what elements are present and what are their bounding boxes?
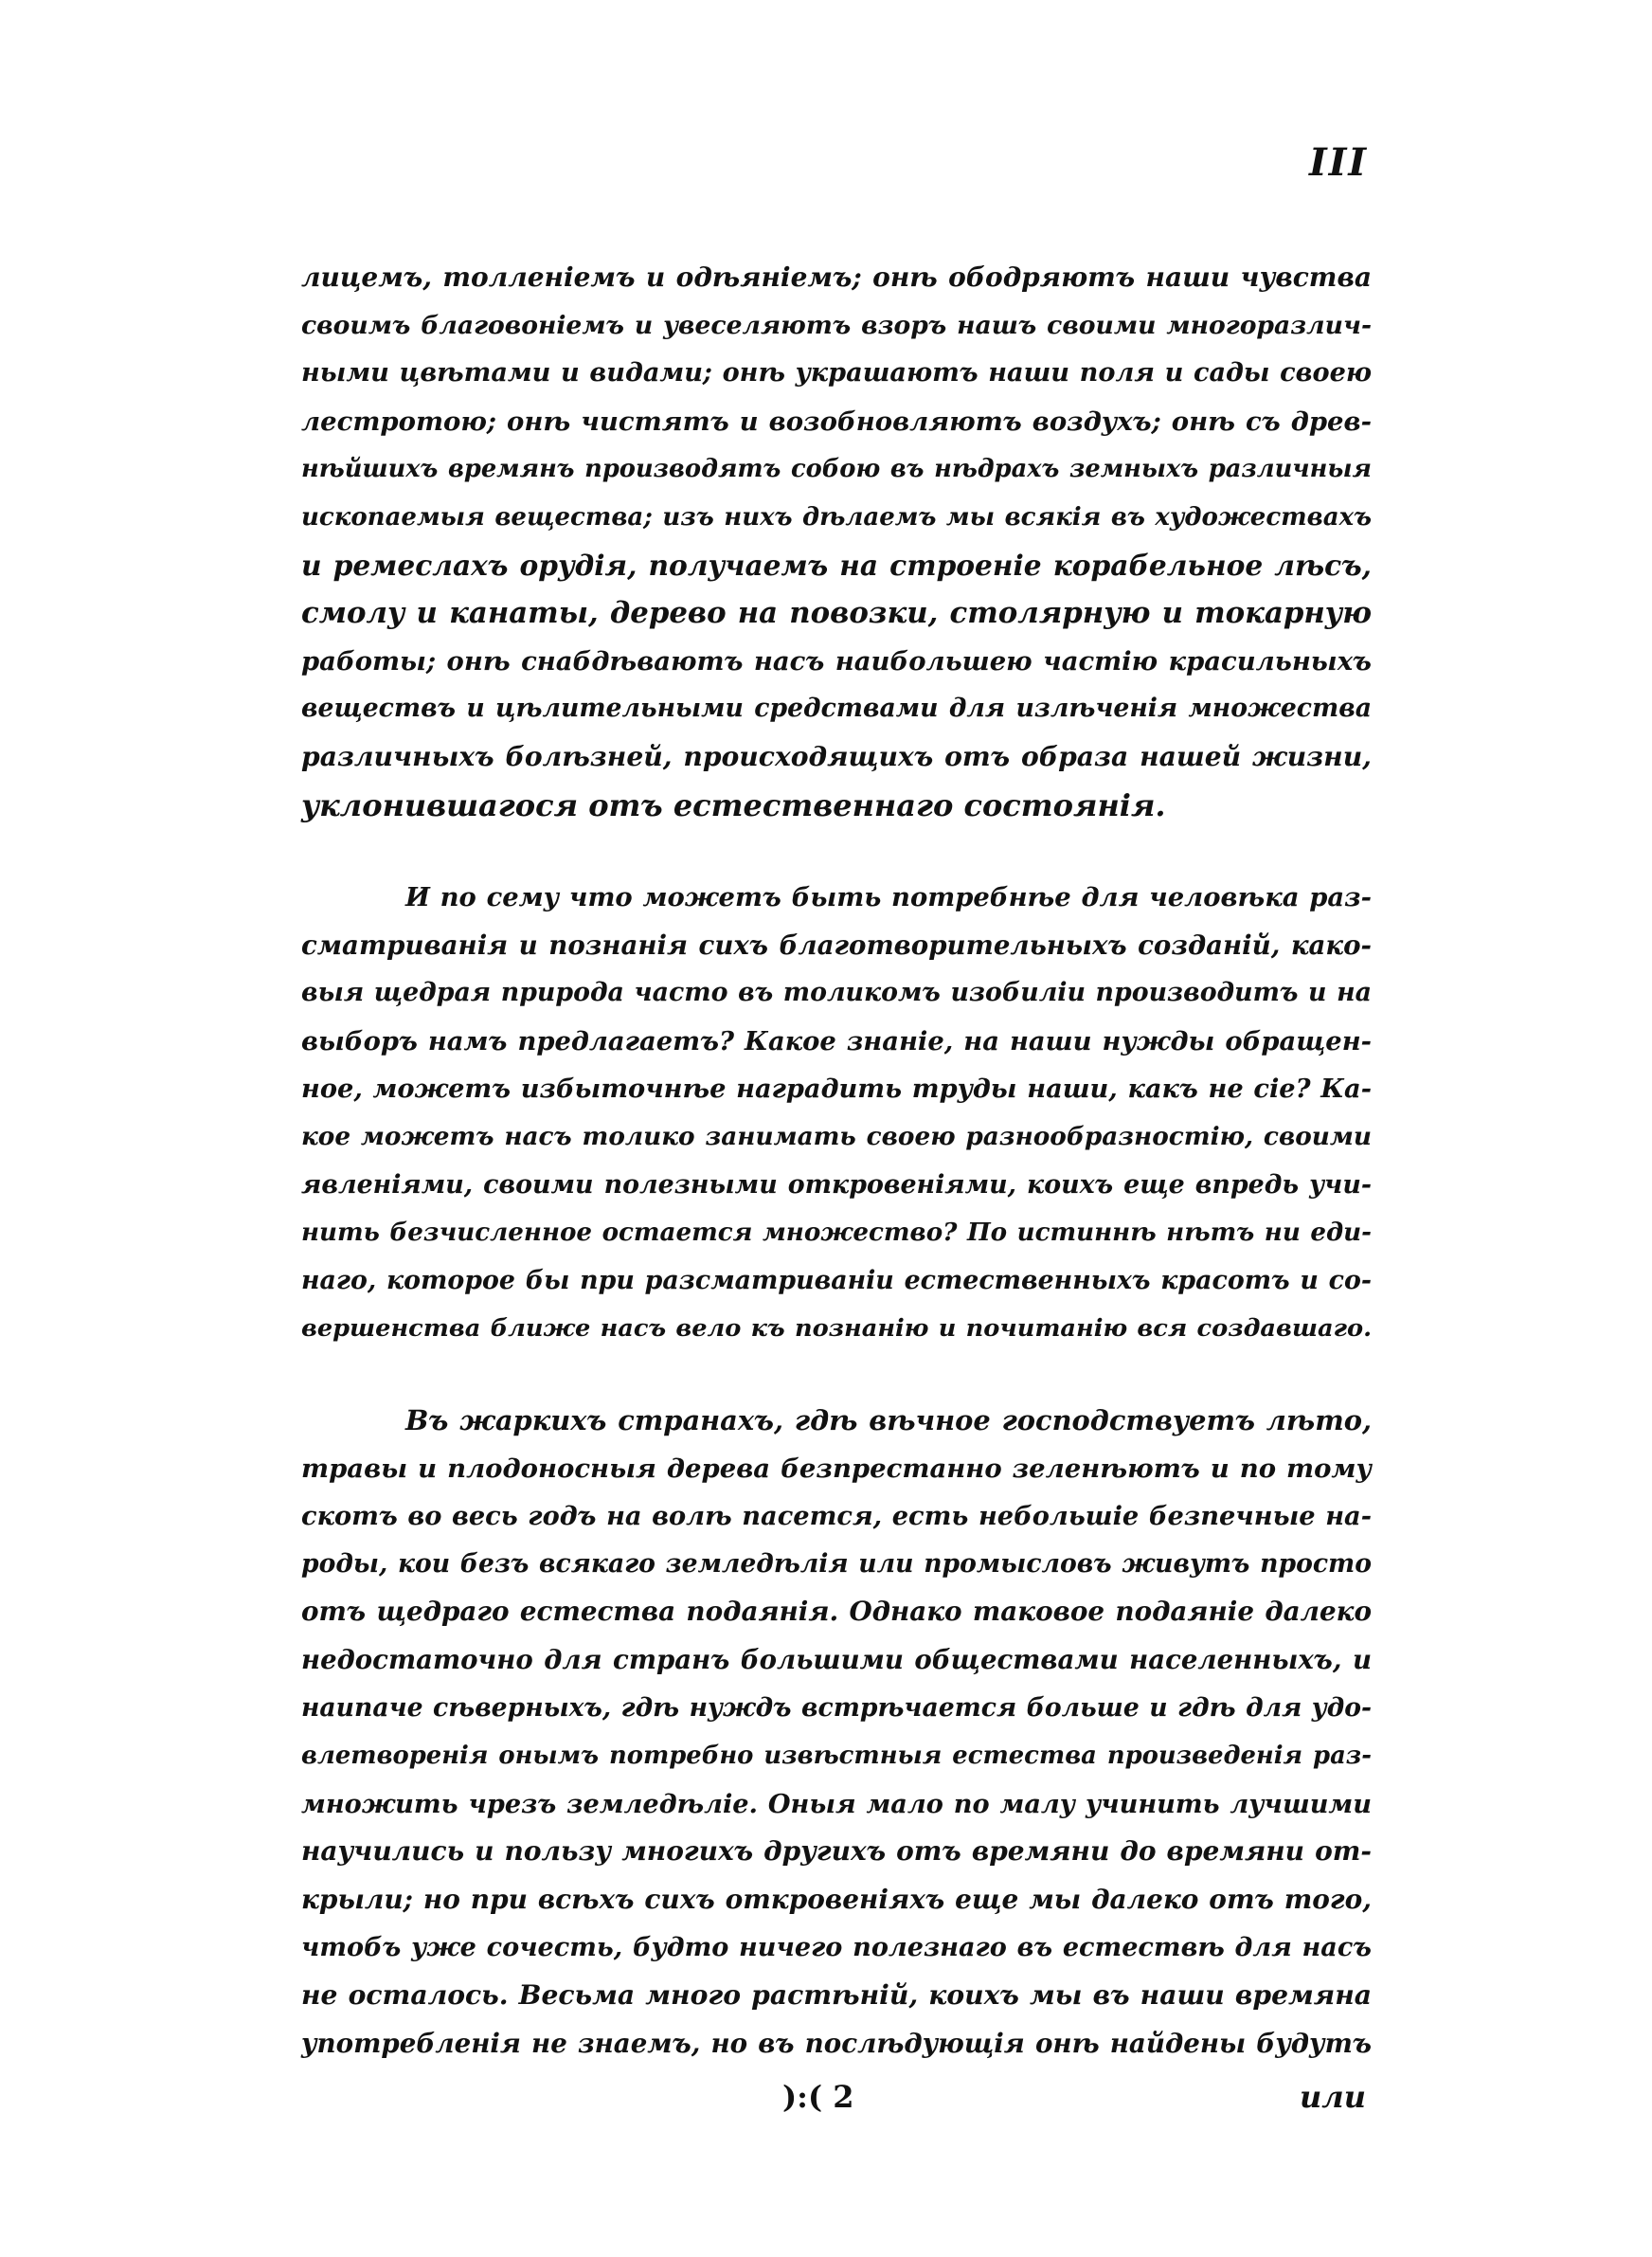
text-line: явленіями, своими полезными откровеніями, коихъ еще впредь учи- (301, 1169, 1372, 1200)
text-line: крыли; но при всѣхъ сихъ откровеніяхъ еще мы далеко отъ того, (301, 1883, 1372, 1915)
text-line: множить чрезъ земледѣліе. Оныя мало по малу учинить лучшими (301, 1788, 1372, 1819)
text-line: употребленія не знаемъ, но въ послѣдующія онѣ найдены будутъ (301, 2027, 1372, 2059)
paragraph-2 (301, 874, 1372, 1353)
text-line: наго, которое бы при разсматриваніи естественныхъ красотъ и со- (301, 1265, 1372, 1295)
text-line: ископаемыя вещества; изъ нихъ дѣлаемъ мы всякія въ художествахъ (301, 502, 1372, 532)
text-line: лестротою; онѣ чистятъ и возобновляютъ воздухъ; онѣ съ древ- (301, 406, 1372, 437)
text-line: веществъ и цѣлительными средствами для излѣченія множества (301, 694, 1372, 724)
text-line: нить безчисленное остается множество? По истиннѣ нѣтъ ни еди- (301, 1218, 1372, 1248)
text-line: Въ жаркихъ странахъ, гдѣ вѣчное господствуетъ лѣто, (405, 1404, 1372, 1436)
text-line: скотъ во весь годъ на волѣ пасется, есть небольшіе безпечные на- (301, 1501, 1372, 1532)
text-line: чтобъ уже сочесть, будто ничего полезнаго въ естествѣ для насъ (301, 1932, 1372, 1962)
text-line: нѣйшихъ времянъ производятъ собою въ нѣдрахъ земныхъ различныя (301, 455, 1372, 484)
text-line: И по сему что можетъ быть потребнѣе для человѣка рaз- (405, 882, 1372, 912)
text-line: травы и плодоносныя дерева безпрестанно зеленѣютъ и по тому (301, 1453, 1372, 1484)
text-line: выборъ намъ предлагаетъ? Какое знаніе, на наши нужды обращен- (301, 1025, 1372, 1056)
text-line: ными цвѣтами и видами; онѣ украшаютъ наши поля и сады своею (301, 358, 1372, 388)
text-line: выя щедрая природа часто въ толикомъ изобиліи производитъ и на (301, 978, 1372, 1008)
text-line: наипаче сѣверныхъ, гдѣ нуждъ встрѣчается больше и гдѣ для удо- (301, 1692, 1372, 1723)
text-line: и ремеслахъ орудія, получаемъ на строеніе корабельное лѣсъ, (301, 548, 1372, 582)
text-line: лицемъ, толленіемъ и одѣяніемъ; онѣ ободряютъ наши чувства (301, 262, 1372, 293)
text-line: уклонившагося отъ естественнаго состоянія. (301, 786, 1166, 823)
text-line: работы; онѣ снабдѣваютъ насъ наибольшею частію красильныхъ (301, 645, 1372, 677)
signature-mark: ):( 2 (782, 2079, 854, 2115)
text-line: не осталось. Весьма много растѣній, коихъ мы въ наши времяна (301, 1979, 1372, 2012)
text-line: ное, можетъ избыточнѣе наградить труды наши, какъ не сіе? Ка- (301, 1074, 1372, 1105)
paragraph-1 (301, 254, 1372, 829)
text-line: кое можетъ насъ толико занимать своею разнообразностію, своими (301, 1121, 1372, 1151)
paragraph-3 (301, 1397, 1372, 2067)
text-line: вершенства ближе насъ вело къ познанію и почитанію вся создавшаго. (301, 1314, 1372, 1344)
text-line: смолу и канаты, дерево на повозки, столярную и токарную (301, 596, 1372, 631)
text-line: роды, кои безъ всякаго земледѣлія или промысловъ живутъ просто (301, 1548, 1372, 1579)
text-line: влетворенія онымъ потребно извѣстныя естества произведенія раз- (301, 1742, 1372, 1771)
page-number: III (1309, 140, 1369, 185)
text-line: различныхъ болѣзней, происходящихъ отъ образа нашей жизни, (301, 740, 1372, 772)
text-line: научились и пользу многихъ другихъ отъ времяни до времяни от- (301, 1835, 1372, 1868)
text-line: отъ щедраго естества подаянія. Однако таковое подаяніе далеко (301, 1596, 1372, 1628)
text-line: сматриванія и познанія сихъ благотворительныхъ созданій, како- (301, 929, 1372, 961)
text-line: своимъ благовоніемъ и увеселяютъ взоръ нашъ своими многоразлич- (301, 310, 1372, 340)
catchword: или (1300, 2079, 1366, 2115)
text-line: недостаточно для странъ большими обществами населенныхъ, и (301, 1643, 1372, 1675)
